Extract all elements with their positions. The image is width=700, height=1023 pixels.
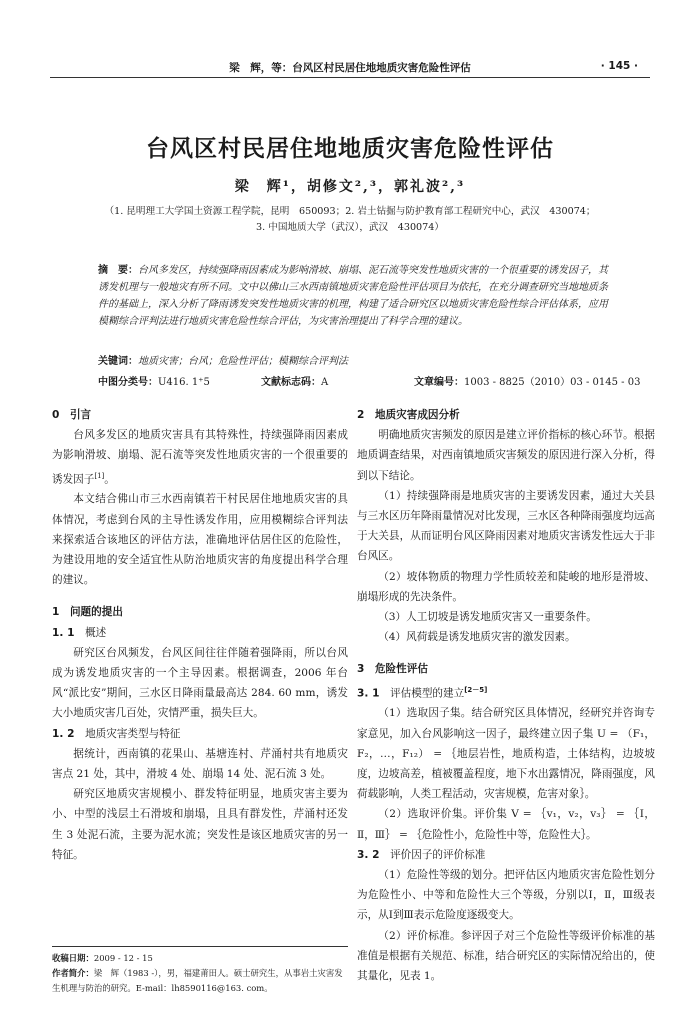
section-heading: 0 引言 xyxy=(52,409,92,421)
keywords-label: 关键词： xyxy=(98,356,138,367)
paragraph: （2）评价标准。参评因子对三个危险性等级评价标准的基准值是根据有关规范、标准，结合研究区的实际情况给出的，使其量化，见表 1。 xyxy=(357,929,655,983)
paragraph: （1）危险性等级的划分。把评估区内地质灾害危险性划分为危险性小、中等和危险性大三个等级，分别以Ⅰ，Ⅱ，Ⅲ级表示，从Ⅰ到Ⅲ表示危险度逐级变大。 xyxy=(357,869,655,922)
section-heading: 1 问题的提出 xyxy=(52,606,123,619)
paragraph: （3）人工切坡是诱发地质灾害又一重要条件。 xyxy=(378,611,597,624)
keywords xyxy=(98,352,608,367)
paragraph: （1）持续强降雨是地质灾害的主要诱发因素，通过大关县与三水区历年降雨量情况对比发现，三水区各种降雨强度均远高于大关县，从而证明台风区降雨因素对地质灾害诱发性远大于非台风区。 xyxy=(357,489,655,563)
received-date: 收稿日期：2009 - 12 - 15 xyxy=(52,953,153,963)
author-bio: 作者简介：梁 辉（1983 -），男，福建莆田人。硕士研究生，从事岩土灾害发生机理与防治的研究。E-mail：lh8590116@163. com。 xyxy=(52,968,343,993)
section-heading: 3 危险性评估 xyxy=(357,663,428,676)
section-heading: 2 地质灾害成因分析 xyxy=(357,409,460,421)
affiliation-line-1: （1. 昆明理工大学国土资源工程学院，昆明 650093；2. 岩土钻掘与防护教育部工程研究中心，武汉 430074； xyxy=(104,206,596,217)
affiliation-line-2: 3. 中国地质大学（武汉），武汉 430074） xyxy=(256,222,444,233)
paper-title: 台风区村民居住地地质灾害危险性评估 xyxy=(146,136,554,162)
clc-label: 中图分类号： xyxy=(98,377,158,388)
doc-code-label: 文献标志码： xyxy=(261,377,321,388)
abstract xyxy=(98,262,608,330)
affiliations xyxy=(60,204,640,236)
paragraph: 台风多发区的地质灾害具有其特殊性，持续强降雨因素成为影响滑坡、崩塌、泥石流等突发性地质灾害的一个很重要的诱发因子[1]。 xyxy=(52,429,348,486)
article-no-value: 1003 - 8825（2010）03 - 0145 - 03 xyxy=(464,377,641,388)
keywords-text: 地质灾害；台风；危险性评估；模糊综合评判法 xyxy=(138,356,348,367)
abstract-text: 台风多发区，持续强降雨因素成为影响滑坡、崩塌、泥石流等突发性地质灾害的一个很重要的诱发因子，其诱发机理与一般地灾有所不同。文中以佛山三水西南镇地质灾害危险性评估项目为依托，在充分调查研究当地地质条件的基础上，深入分析了降雨诱发突发性地质灾害的机理，构建了适合研究区以地质灾害危险性综合评估体系，应用模糊综合评判法进行地质灾害危险性综合评估，为灾害治理提出了科学合理的建议。 xyxy=(98,265,608,327)
subsection-heading: 1. 1 概述 xyxy=(52,626,107,639)
header-rule xyxy=(50,77,650,78)
author-list: 梁 辉¹，胡修文²,³，郭礼波²,³ xyxy=(234,179,466,195)
right-column xyxy=(357,405,655,986)
article-no-label: 文章编号： xyxy=(414,377,464,388)
left-column xyxy=(52,405,348,865)
running-title: 梁 辉，等：台风区村民居住地地质灾害危险性评估 xyxy=(229,62,471,74)
subsection-heading: 3. 1 评估模型的建立[2－5] xyxy=(357,685,488,700)
paragraph: 明确地质灾害频发的原因是建立评价指标的核心环节。根据地质调查结果，对西南镇地质灾害频发的原因进行深入分析，得到以下结论。 xyxy=(357,429,655,482)
footnote xyxy=(52,946,348,996)
page-number: · 145 · xyxy=(600,60,638,72)
abstract-label: 摘 要： xyxy=(98,265,138,276)
paragraph: 据统计，西南镇的花果山、基塘连村、芹涌村共有地质灾害点 21 处，其中，滑坡 4 处、崩塌 14 处、泥石流 3 处。 xyxy=(52,747,348,780)
subsection-heading: 3. 2 评价因子的评价标准 xyxy=(357,848,486,861)
clc-value: U416. 1⁺5 xyxy=(158,377,210,388)
paragraph: （1）选取因子集。结合研究区具体情况，经研究并咨询专家意见，加入台风影响这一因子，最终建立因子集 U = （F₁，F₂，…，F₁₂） = ｛地层岩性，地质构造，土体结构，边坡坡度，边坡高差，植被覆盖程度，地下水出露情况，降雨强度，风荷载影响，人类工程活动，灾害规模，危害对象｝。 xyxy=(357,707,655,801)
paragraph: （2）选取评价集。评价集 V = ｛v₁，v₂，v₃｝ = ｛Ⅰ，Ⅱ，Ⅲ｝ = ｛危险性小，危险性中等，危险性大｝。 xyxy=(357,808,655,841)
paragraph: （4）风荷载是诱发地质灾害的激发因素。 xyxy=(378,631,576,644)
paragraph: （2）坡体物质的物理力学性质较差和陡峻的地形是滑坡、崩塌形成的先决条件。 xyxy=(357,570,655,603)
paragraph: 本文结合佛山市三水西南镇若干村民居住地地质灾害的具体情况，考虑到台风的主导性诱发作用，应用模糊综合评判法来探索适合该地区的评估方法，准确地评估居住区的危险性，为建设用地的安全适宜性从防治地质灾害的角度提出科学合理的建议。 xyxy=(52,493,348,587)
paragraph: 研究区台风频发，台风区间往往伴随着强降雨，所以台风成为诱发地质灾害的一个主导因素。根据调查，2006 年台风“派比安”期间，三水区日降雨量最高达 284. 60 mm，诱发大小地质灾害几百处，灾情严重，损失巨大。 xyxy=(52,646,348,720)
citation: [2－5] xyxy=(464,685,488,694)
running-header xyxy=(50,58,650,78)
subsection-heading: 1. 2 地质灾害类型与特征 xyxy=(52,727,181,740)
citation: [1] xyxy=(94,471,105,480)
doc-code-value: A xyxy=(321,377,329,388)
paragraph: 研究区地质灾害规模小、群发特征明显，地质灾害主要为小、中型的浅层土石滑坡和崩塌，且具有群发性，芹涌村还发生 3 处泥石流，主要为泥水流；突发性是该区地质灾害的另一特征。 xyxy=(52,788,348,861)
